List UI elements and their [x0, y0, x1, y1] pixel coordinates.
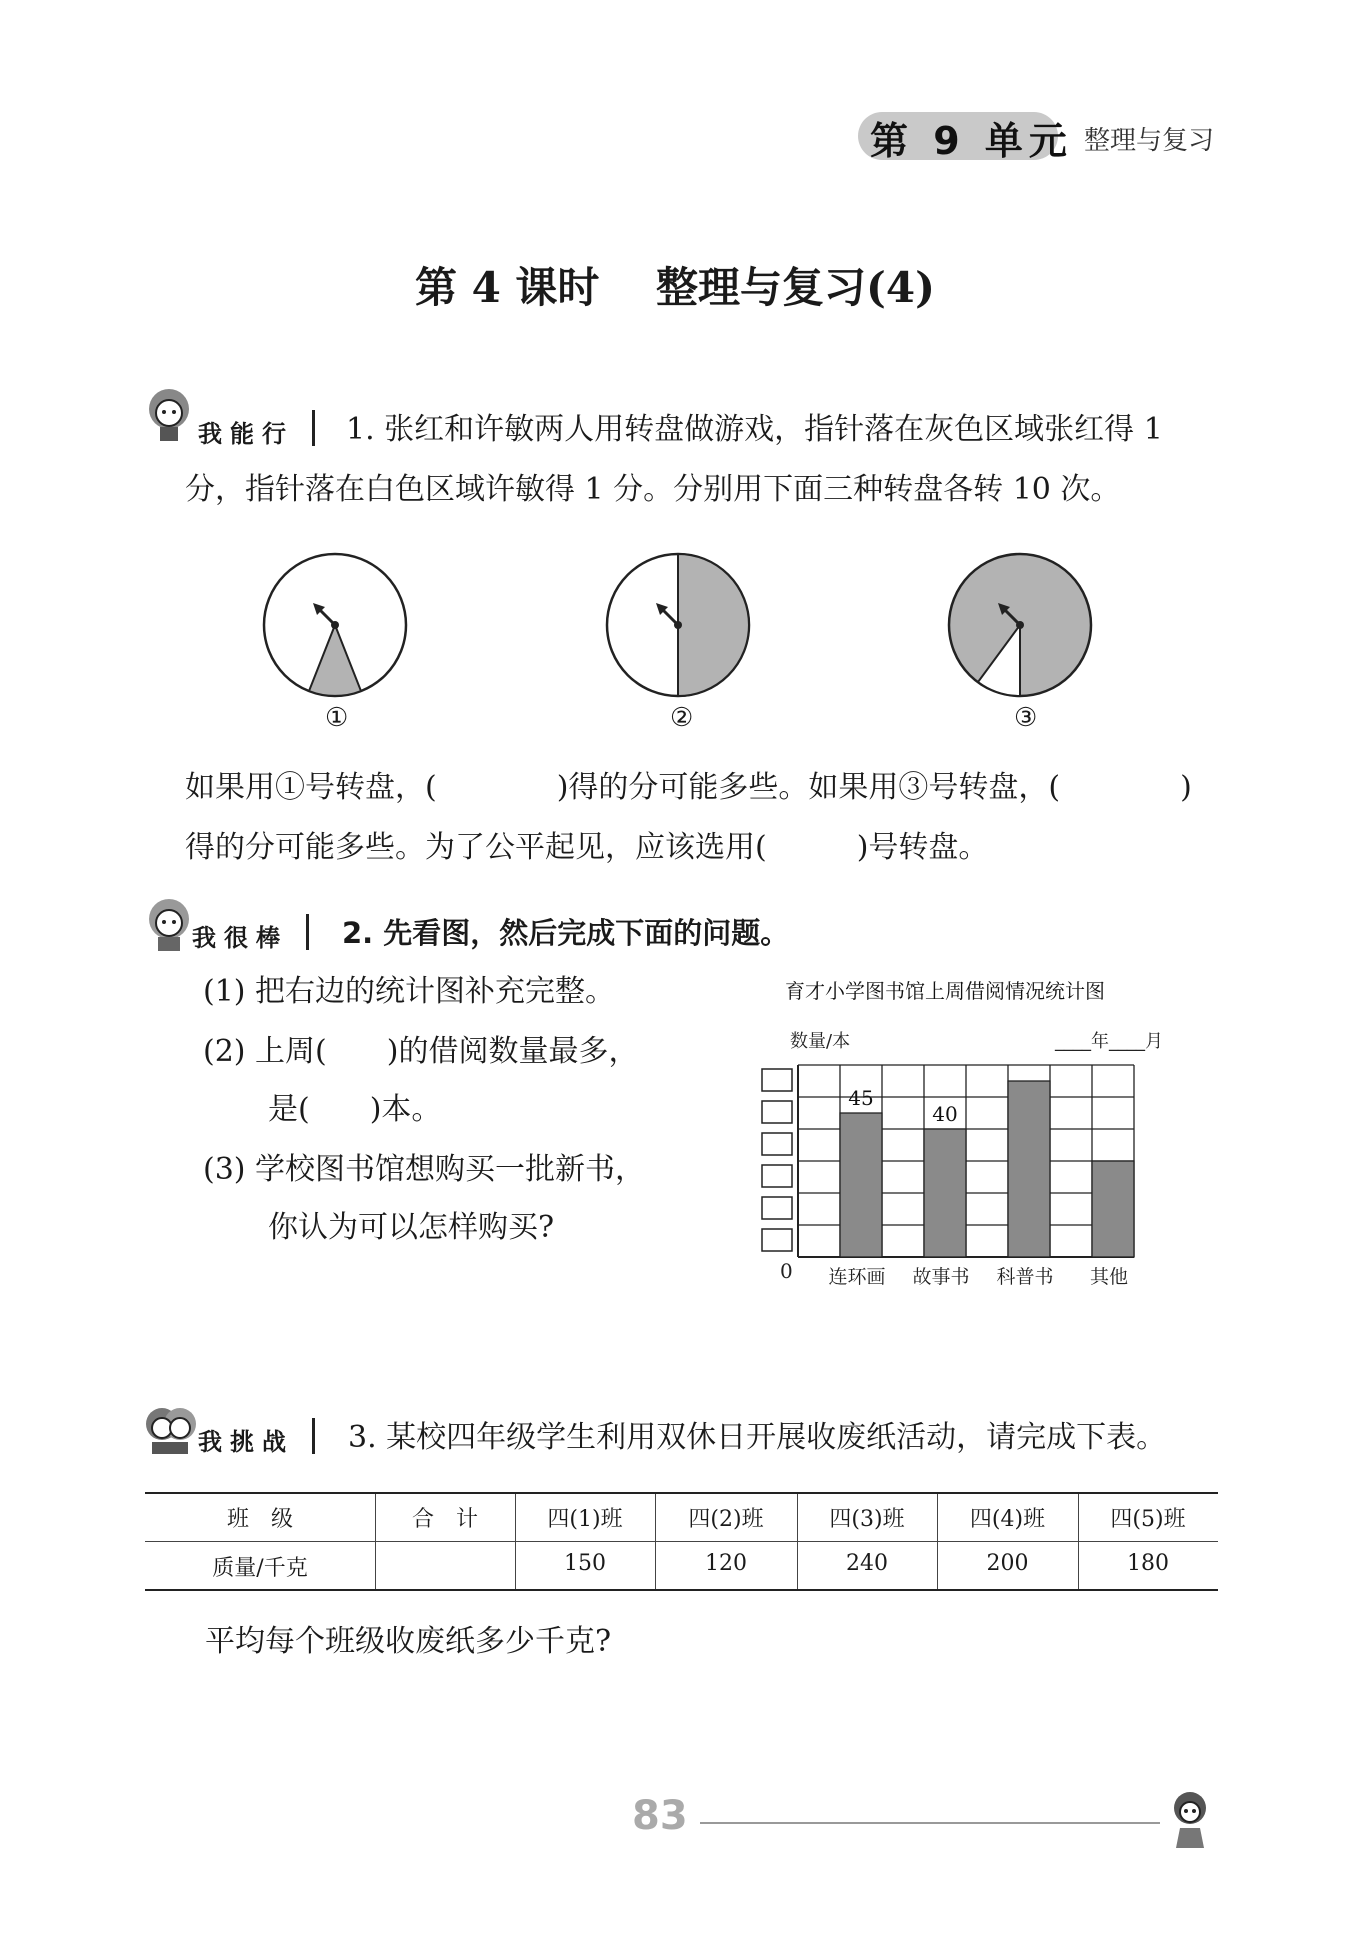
chart-zero-label: 0	[780, 1259, 793, 1283]
table-header-cell: 四(2)班	[688, 1507, 764, 1532]
mascot-pair-icon	[140, 1398, 200, 1456]
q1-answer-line1: 如果用①号转盘，( )得的分可能多些。如果用③号转盘，( )	[185, 770, 1192, 805]
table-column-divider	[515, 1542, 516, 1589]
table-column-divider	[655, 1542, 656, 1589]
spinner-2-label: ②	[670, 703, 694, 733]
mascot-running-icon	[1160, 1788, 1222, 1854]
q2-sub2-line2: 是( )本。	[268, 1092, 442, 1127]
table-bottom-rule	[145, 1589, 1218, 1591]
x-tick-label: 连环画	[828, 1266, 886, 1288]
badge-divider	[312, 410, 315, 446]
table-column-divider	[937, 1542, 938, 1589]
q2-title: 2. 先看图，然后完成下面的问题。	[342, 916, 790, 950]
table-column-divider	[1078, 1494, 1079, 1541]
chart-date-label: ____年____月	[1055, 1031, 1163, 1052]
page-number: 83	[632, 1793, 688, 1839]
x-tick-label: 其他	[1089, 1266, 1129, 1288]
table-data-cell: 200	[986, 1551, 1029, 1576]
table-header-cell: 合 计	[411, 1507, 478, 1532]
badge-wo-hen-bang: 我很棒	[192, 924, 288, 952]
chart-title: 育才小学图书馆上周借阅情况统计图	[785, 979, 1105, 1003]
table-header-cell: 四(4)班	[969, 1507, 1046, 1532]
table-header-cell: 四(1)班	[547, 1507, 623, 1532]
spinner-2	[598, 545, 758, 705]
y-tick-box[interactable]	[762, 1101, 792, 1123]
table-data-cell: 180	[1127, 1551, 1169, 1576]
bar-data-label: 40	[932, 1102, 958, 1126]
mascot-girl-icon	[140, 385, 198, 443]
table-column-divider	[937, 1494, 938, 1541]
spinner-1-label: ①	[325, 703, 349, 733]
q1-line1: 1. 张红和许敏两人用转盘做游戏，指针落在灰色区域张红得 1	[346, 412, 1163, 447]
lesson-title: 第 4 课时 整理与复习(4)	[414, 263, 936, 312]
mascot-boy-icon	[140, 895, 198, 953]
table-header-cell: 四(3)班	[829, 1507, 905, 1532]
bar-2	[1008, 1081, 1050, 1257]
y-tick-box[interactable]	[762, 1069, 792, 1091]
spinner-3-label: ③	[1014, 703, 1038, 733]
badge-wo-neng-xing: 我能行	[198, 420, 294, 448]
table-data-cell: 150	[564, 1551, 606, 1576]
q2-sub3-line2: 你认为可以怎样购买?	[268, 1210, 555, 1245]
bar-chart	[730, 965, 1230, 1300]
q3-title: 3. 某校四年级学生利用双休日开展收废纸活动，请完成下表。	[348, 1420, 1167, 1455]
y-tick-box[interactable]	[762, 1133, 792, 1155]
table-column-divider	[375, 1542, 376, 1589]
table-top-rule	[145, 1492, 1218, 1494]
y-tick-box[interactable]	[762, 1165, 792, 1187]
table-column-divider	[375, 1494, 376, 1541]
y-tick-box[interactable]	[762, 1197, 792, 1219]
badge-wo-tiao-zhan: 我挑战	[198, 1428, 294, 1456]
footer-rule	[700, 1822, 1160, 1824]
table-mid-rule	[145, 1541, 1218, 1542]
table-data-cell: 240	[846, 1551, 888, 1576]
chart-ylabel: 数量/本	[790, 1031, 851, 1052]
q1-answer-line2: 得的分可能多些。为了公平起见，应该选用( )号转盘。	[185, 830, 989, 865]
unit-title: 第 9 单元	[870, 119, 1073, 163]
q3-question: 平均每个班级收废纸多少千克?	[205, 1624, 612, 1659]
q2-sub3-line1: (3) 学校图书馆想购买一批新书，	[203, 1152, 646, 1187]
bar-1	[924, 1129, 966, 1257]
table-column-divider	[1078, 1542, 1079, 1589]
unit-subtitle: 整理与复习	[1084, 126, 1215, 156]
q1-line2: 分，指针落在白色区域许敏得 1 分。分别用下面三种转盘各转 10 次。	[185, 472, 1121, 507]
bar-0	[840, 1113, 882, 1257]
table-data-cell: 质量/千克	[212, 1556, 308, 1581]
badge-divider	[306, 914, 309, 950]
x-tick-label: 科普书	[996, 1266, 1054, 1288]
spinner-3	[940, 545, 1100, 705]
table-header-cell: 四(5)班	[1110, 1507, 1186, 1532]
badge-divider	[312, 1418, 315, 1454]
x-tick-label: 故事书	[912, 1266, 970, 1288]
bar-data-label: 45	[848, 1086, 874, 1110]
table-column-divider	[515, 1494, 516, 1541]
table-data-cell: 120	[705, 1551, 747, 1576]
q2-sub1: (1) 把右边的统计图补充完整。	[203, 974, 616, 1009]
bar-3	[1092, 1161, 1134, 1257]
q2-sub2-line1: (2) 上周( )的借阅数量最多，	[203, 1034, 639, 1069]
y-tick-box[interactable]	[762, 1229, 792, 1251]
table-column-divider	[797, 1542, 798, 1589]
spinner-1	[255, 545, 415, 705]
table-header-cell: 班 级	[226, 1507, 293, 1532]
table-column-divider	[655, 1494, 656, 1541]
table-column-divider	[797, 1494, 798, 1541]
